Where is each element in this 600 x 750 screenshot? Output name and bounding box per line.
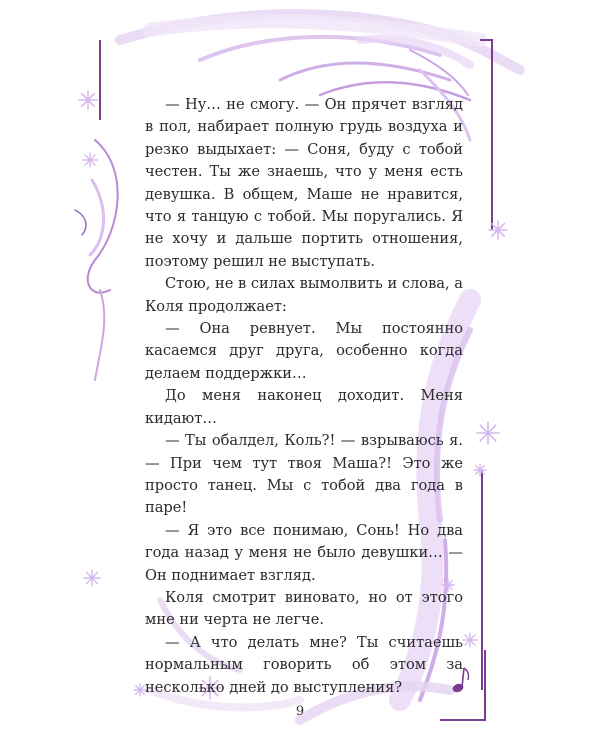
body-text (145, 94, 463, 699)
paragraph: — Она ревнует. Мы постоянно касаемся друг друга, особенно когда делаем поддержки… (145, 320, 463, 382)
paragraph: — Я это все понимаю, Сонь! Но два года назад у меня не было девушки… — Он поднимает взгляд. (145, 521, 463, 584)
snowflake-icon (79, 91, 97, 109)
paragraph: — А что делать мне? Ты считаешь нормальным говорить об этом за несколько дней до выступления? (145, 633, 463, 696)
snowflake-icon (463, 633, 477, 647)
paragraph: Коля смотрит виновато, но от этого мне ни черта не легче. (145, 588, 463, 629)
snowflake-icon (84, 570, 100, 586)
paragraph: — Ты обалдел, Коль?! — взрываюсь я. — При чем тут твоя Маша?! Это же просто танец. Мы с тобой два года в паре! (145, 432, 463, 517)
snowflake-icon (474, 464, 486, 476)
paragraph: До меня наконец доходит. Меня кидают… (145, 387, 463, 427)
ornament-left (75, 140, 118, 380)
snowflake-icon (489, 221, 507, 239)
snowflake-icon (83, 153, 97, 167)
snowflake-icon (477, 422, 499, 444)
paragraph: — Ну… не смогу. — Он прячет взгляд в пол, набирает полную грудь воздуха и резко выдыхает: — Соня, буду с тобой честен. Ты же знаешь, что у меня есть девушка. В общем, Маше не нравится, что я танцую с тобой. Мы поругались. Я не хочу и дальше портить отношения, поэтому решил не выступать. (145, 96, 463, 270)
paragraph: Стою, не в силах вымолвить и слова, а Коля продолжает: (145, 275, 463, 315)
page-number: 9 (295, 704, 305, 719)
